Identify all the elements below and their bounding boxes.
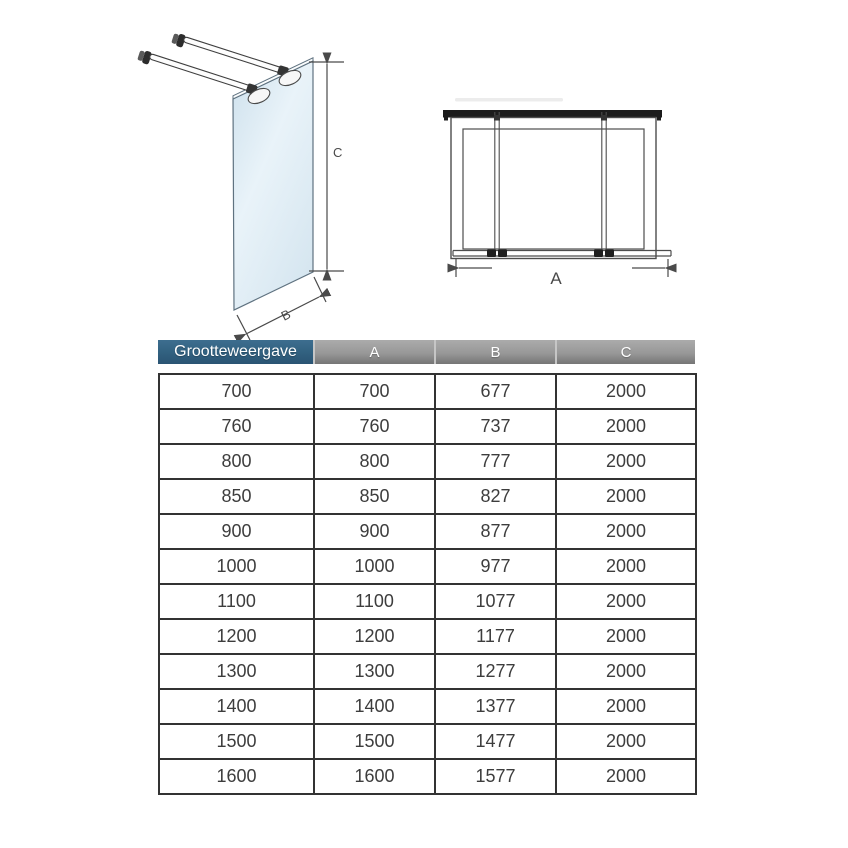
table-row xyxy=(159,514,696,549)
wall-profile-end-left xyxy=(444,118,448,121)
header-cell-b: B xyxy=(434,340,555,364)
table-row xyxy=(159,654,696,689)
header-cell-c: C xyxy=(555,340,695,364)
header-cell-a: A xyxy=(313,340,434,364)
table-cell: 1277 xyxy=(435,654,556,689)
table-cell: 2000 xyxy=(556,759,696,794)
table-cell: 827 xyxy=(435,479,556,514)
technical-diagrams xyxy=(0,0,848,340)
size-table-body xyxy=(158,373,697,795)
dim-b-left-tick xyxy=(237,315,250,340)
header-cell-size: Grootteweergave xyxy=(158,340,313,364)
table-cell: 2000 xyxy=(556,584,696,619)
wall-profile-bar xyxy=(443,110,662,118)
size-table-rows xyxy=(159,374,696,794)
shadow-smudge xyxy=(455,98,563,102)
table-cell: 1300 xyxy=(314,654,435,689)
table-cell: 1600 xyxy=(159,759,314,794)
table-cell: 2000 xyxy=(556,514,696,549)
glass-outline-outer xyxy=(451,118,656,259)
wall-profile-end-right xyxy=(657,118,661,121)
table-cell: 1200 xyxy=(314,619,435,654)
table-cell: 1400 xyxy=(314,689,435,724)
table-row xyxy=(159,584,696,619)
table-cell: 700 xyxy=(159,374,314,409)
table-cell: 1500 xyxy=(314,724,435,759)
bar-top-fitting-right xyxy=(601,115,607,121)
table-cell: 2000 xyxy=(556,724,696,759)
table-row xyxy=(159,479,696,514)
table-cell: 777 xyxy=(435,444,556,479)
dim-c-label: C xyxy=(333,145,343,160)
side-view-diagram xyxy=(137,31,344,340)
table-row xyxy=(159,619,696,654)
table-row xyxy=(159,759,696,794)
table-row xyxy=(159,374,696,409)
table-cell: 1177 xyxy=(435,619,556,654)
table-cell: 2000 xyxy=(556,374,696,409)
table-cell: 850 xyxy=(159,479,314,514)
dimension-c xyxy=(309,62,344,271)
table-cell: 2000 xyxy=(556,409,696,444)
table-row xyxy=(159,549,696,584)
table-cell: 760 xyxy=(159,409,314,444)
table-cell: 877 xyxy=(435,514,556,549)
table-cell: 2000 xyxy=(556,689,696,724)
table-cell: 1400 xyxy=(159,689,314,724)
support-bar-back xyxy=(171,31,289,81)
front-view-diagram xyxy=(443,98,671,288)
table-cell: 1000 xyxy=(159,549,314,584)
table-cell: 2000 xyxy=(556,549,696,584)
table-cell: 1300 xyxy=(159,654,314,689)
table-row xyxy=(159,444,696,479)
table-cell: 977 xyxy=(435,549,556,584)
glass-panel xyxy=(233,61,313,310)
table-cell: 700 xyxy=(314,374,435,409)
table-cell: 900 xyxy=(314,514,435,549)
table-row xyxy=(159,724,696,759)
dim-a-label: A xyxy=(550,269,562,288)
table-cell: 1100 xyxy=(159,584,314,619)
table-cell: 1577 xyxy=(435,759,556,794)
table-cell: 1500 xyxy=(159,724,314,759)
table-cell: 1377 xyxy=(435,689,556,724)
size-table xyxy=(158,340,695,795)
table-cell: 2000 xyxy=(556,479,696,514)
table-cell: 2000 xyxy=(556,654,696,689)
table-cell: 1600 xyxy=(314,759,435,794)
bar-top-fitting-left xyxy=(494,115,500,121)
size-table-header xyxy=(158,340,695,364)
table-cell: 1077 xyxy=(435,584,556,619)
dim-b-label: B xyxy=(278,306,294,324)
table-cell: 800 xyxy=(159,444,314,479)
table-cell: 1477 xyxy=(435,724,556,759)
table-cell: 760 xyxy=(314,409,435,444)
table-cell: 1000 xyxy=(314,549,435,584)
table-cell: 1100 xyxy=(314,584,435,619)
dimension-a xyxy=(456,259,668,277)
table-row xyxy=(159,409,696,444)
table-row xyxy=(159,689,696,724)
table-cell: 677 xyxy=(435,374,556,409)
table-cell: 2000 xyxy=(556,619,696,654)
table-cell: 2000 xyxy=(556,444,696,479)
table-cell: 737 xyxy=(435,409,556,444)
table-cell: 900 xyxy=(159,514,314,549)
table-cell: 800 xyxy=(314,444,435,479)
table-cell: 850 xyxy=(314,479,435,514)
table-cell: 1200 xyxy=(159,619,314,654)
